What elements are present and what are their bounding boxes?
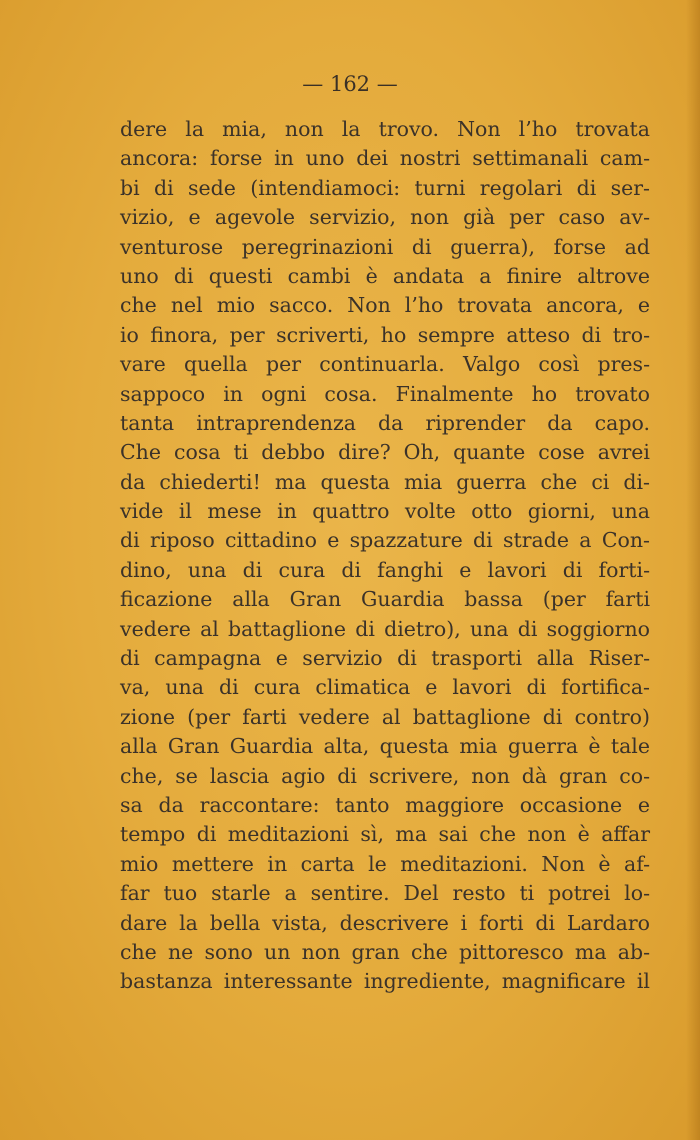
text-line: che ne sono un non gran che pittoresco ma ab- xyxy=(120,939,650,964)
text-line: ancora: forse in uno dei nostri settimanali cam- xyxy=(120,146,650,171)
text-line: vedere al battaglione di dietro), una di soggiorno xyxy=(120,616,650,641)
page-edge-shadow xyxy=(686,0,700,1140)
text-line: Che cosa ti debbo dire? Oh, quante cose avrei xyxy=(120,440,650,465)
text-line: va, una di cura climatica e lavori di fortifica- xyxy=(120,675,650,700)
text-line: tempo di meditazioni sì, ma sai che non è affar xyxy=(120,822,650,847)
body-text xyxy=(120,115,650,997)
text-line: bastanza interessante ingrediente, magnificare il xyxy=(120,969,650,994)
text-line: uno di questi cambi è andata a finire altrove xyxy=(120,263,650,288)
text-line: di riposo cittadino e spazzature di strade a Con- xyxy=(120,528,650,553)
text-line: tanta intraprendenza da riprender da capo. xyxy=(120,410,650,435)
text-line: dino, una di cura di fanghi e lavori di forti- xyxy=(120,557,650,582)
text-line: che nel mio sacco. Non l’ho trovata ancora, e xyxy=(120,293,650,318)
text-line: da chiederti! ma questa mia guerra che ci di- xyxy=(120,469,650,494)
text-line: vide il mese in quattro volte otto giorni, una xyxy=(120,499,650,524)
text-line: bi di sede (intendiamoci: turni regolari di ser- xyxy=(120,175,650,200)
text-line: alla Gran Guardia alta, questa mia guerra è tale xyxy=(120,734,650,759)
text-line: ficazione alla Gran Guardia bassa (per farti xyxy=(120,587,650,612)
text-line: di campagna e servizio di trasporti alla Riser- xyxy=(120,646,650,671)
text-line: vare quella per continuarla. Valgo così pres- xyxy=(120,352,650,377)
text-line: che, se lascia agio di scrivere, non dà gran co- xyxy=(120,763,650,788)
text-line: far tuo starle a sentire. Del resto ti potrei lo- xyxy=(120,881,650,906)
page-number: — 162 — xyxy=(302,72,398,96)
text-line: vizio, e agevole servizio, non già per caso av- xyxy=(120,205,650,230)
text-line: venturose peregrinazioni di guerra), forse ad xyxy=(120,234,650,259)
text-line: sappoco in ogni cosa. Finalmente ho trovato xyxy=(120,381,650,406)
text-line: mio mettere in carta le meditazioni. Non è af- xyxy=(120,851,650,876)
text-line: dare la bella vista, descrivere i forti di Lardaro xyxy=(120,910,650,935)
text-line: zione (per farti vedere al battaglione di contro) xyxy=(120,704,650,729)
text-line: dere la mia, non la trovo. Non l’ho trovata xyxy=(120,117,650,141)
text-line: io finora, per scriverti, ho sempre atteso di tro- xyxy=(120,322,650,347)
text-line: sa da raccontare: tanto maggiore occasione e xyxy=(120,792,650,817)
